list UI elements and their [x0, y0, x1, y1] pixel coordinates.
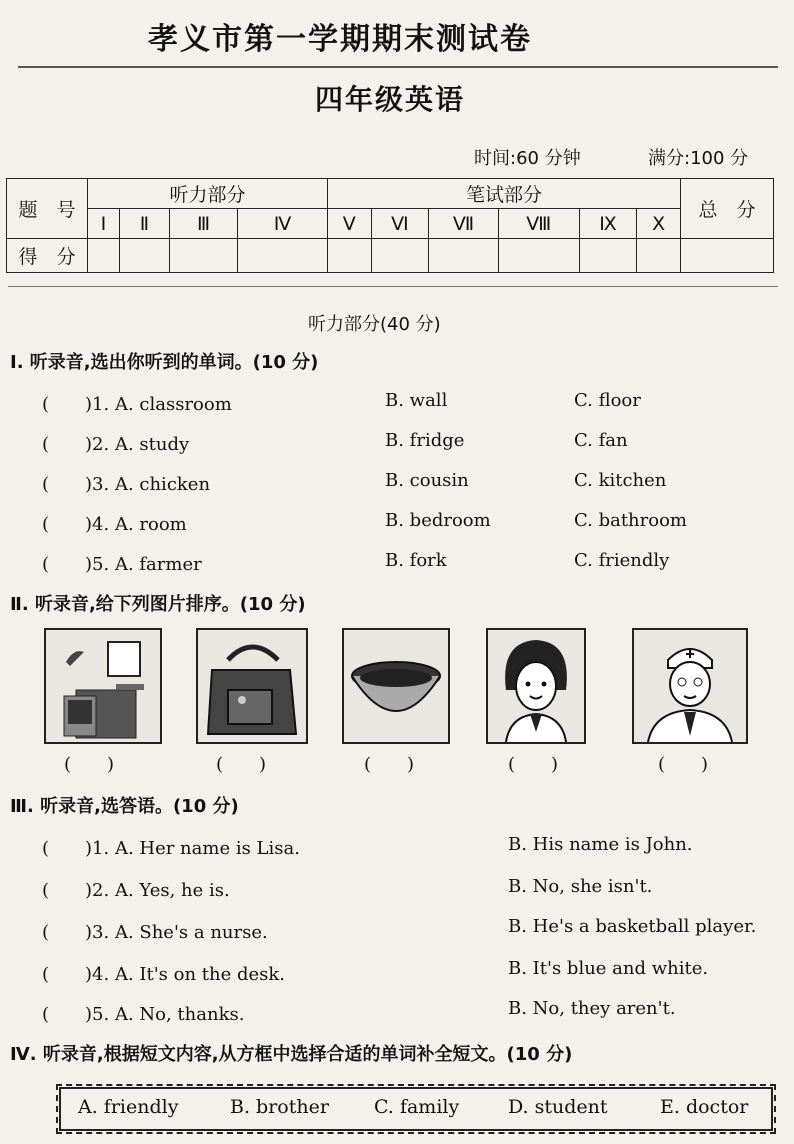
score-cell[interactable]: [371, 239, 429, 273]
s1-item-1-b: B. wall: [385, 390, 448, 411]
s1-item-5-a[interactable]: ( )5. A. farmer: [42, 554, 202, 575]
row-label-number: 题 号: [7, 179, 88, 239]
exam-time: 时间:60 分钟: [474, 148, 581, 169]
doctor-picture: [632, 628, 748, 744]
column-header: Ⅷ: [498, 209, 579, 239]
total-header: 总 分: [681, 179, 774, 239]
girl-picture: [486, 628, 586, 744]
score-cell[interactable]: [498, 239, 579, 273]
column-header: Ⅲ: [169, 209, 237, 239]
word-option-d: D. student: [508, 1096, 608, 1118]
section1-heading: Ⅰ. 听录音,选出你听到的单词。(10 分): [10, 352, 319, 373]
listening-group-header: 听力部分: [88, 179, 328, 209]
row-label-score: 得 分: [7, 239, 88, 273]
column-header: Ⅵ: [371, 209, 429, 239]
score-cell[interactable]: [238, 239, 328, 273]
score-cell[interactable]: [169, 239, 237, 273]
s3-item-2-a[interactable]: ( )2. A. Yes, he is.: [42, 880, 230, 901]
column-header: Ⅳ: [238, 209, 328, 239]
column-header: Ⅸ: [579, 209, 636, 239]
picture-order-blank-2[interactable]: ( ): [216, 754, 267, 775]
picture-order-blank-4[interactable]: ( ): [508, 754, 559, 775]
score-cell[interactable]: [429, 239, 498, 273]
s1-item-3-b: B. cousin: [385, 470, 469, 491]
page-subtitle: 四年级英语: [314, 83, 465, 116]
picture-order-blank-1[interactable]: ( ): [64, 754, 115, 775]
s3-item-4-a[interactable]: ( )4. A. It's on the desk.: [42, 964, 286, 985]
s1-item-4-a[interactable]: ( )4. A. room: [42, 514, 187, 535]
bowl-picture: [342, 628, 450, 744]
s1-item-2-b: B. fridge: [385, 430, 465, 451]
score-cell[interactable]: [327, 239, 371, 273]
column-header: Ⅶ: [429, 209, 498, 239]
s1-item-3-c: C. kitchen: [574, 470, 667, 491]
writing-group-header: 笔试部分: [327, 179, 680, 209]
word-option-a: A. friendly: [78, 1096, 179, 1118]
column-header: Ⅴ: [327, 209, 371, 239]
s1-item-2-a[interactable]: ( )2. A. study: [42, 434, 190, 455]
s1-item-4-b: B. bedroom: [385, 510, 491, 531]
s3-item-3-a[interactable]: ( )3. A. She's a nurse.: [42, 922, 268, 943]
s3-item-5-b: B. No, they aren't.: [508, 998, 676, 1019]
picture-order-blank-3[interactable]: ( ): [364, 754, 415, 775]
column-header: Ⅰ: [88, 209, 120, 239]
score-cell[interactable]: [637, 239, 681, 273]
room-picture: [44, 628, 162, 744]
s1-item-5-c: C. friendly: [574, 550, 670, 571]
word-option-c: C. family: [374, 1096, 460, 1118]
s1-item-2-c: C. fan: [574, 430, 628, 451]
divider: [18, 66, 778, 68]
s1-item-3-a[interactable]: ( )3. A. chicken: [42, 474, 211, 495]
score-cell[interactable]: [579, 239, 636, 273]
score-cell[interactable]: [681, 239, 774, 273]
listening-heading: 听力部分(40 分): [308, 314, 441, 335]
score-cell[interactable]: [88, 239, 120, 273]
s1-item-1-a[interactable]: ( )1. A. classroom: [42, 394, 232, 415]
exam-full-score: 满分:100 分: [648, 148, 749, 169]
s3-item-1-b: B. His name is John.: [508, 834, 693, 855]
column-header: Ⅹ: [637, 209, 681, 239]
score-table: [6, 178, 774, 273]
s3-item-5-a[interactable]: ( )5. A. No, thanks.: [42, 1004, 245, 1025]
s1-item-1-c: C. floor: [574, 390, 641, 411]
section2-heading: Ⅱ. 听录音,给下列图片排序。(10 分): [10, 594, 306, 615]
page-title: 孝义市第一学期期末测试卷: [148, 22, 532, 57]
s3-item-1-a[interactable]: ( )1. A. Her name is Lisa.: [42, 838, 300, 859]
s3-item-4-b: B. It's blue and white.: [508, 958, 709, 979]
s1-item-5-b: B. fork: [385, 550, 447, 571]
s3-item-3-b: B. He's a basketball player.: [508, 916, 757, 937]
section4-heading: Ⅳ. 听录音,根据短文内容,从方框中选择合适的单词补全短文。(10 分): [10, 1044, 573, 1065]
column-header: Ⅱ: [119, 209, 169, 239]
s1-item-4-c: C. bathroom: [574, 510, 688, 531]
section3-heading: Ⅲ. 听录音,选答语。(10 分): [10, 796, 239, 817]
picture-order-blank-5[interactable]: ( ): [658, 754, 709, 775]
schoolbag-picture: [196, 628, 308, 744]
s3-item-2-b: B. No, she isn't.: [508, 876, 653, 897]
divider: [8, 286, 778, 287]
word-option-b: B. brother: [230, 1096, 329, 1118]
score-cell[interactable]: [119, 239, 169, 273]
word-option-e: E. doctor: [660, 1096, 749, 1118]
